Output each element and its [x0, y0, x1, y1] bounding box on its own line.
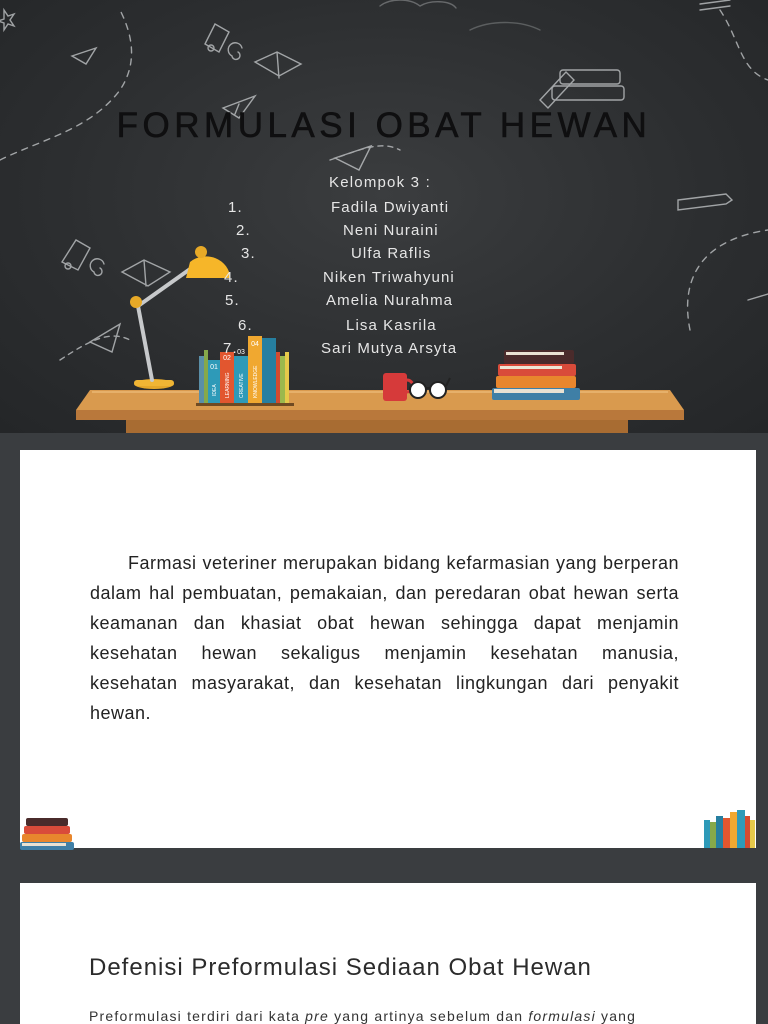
standing-books-illustration	[196, 336, 294, 406]
definition-term-pre: pre	[305, 1008, 329, 1024]
definition-slide	[20, 883, 756, 1024]
definition-text-part: yang	[595, 1008, 637, 1024]
group-label: Kelompok 3 :	[329, 174, 431, 191]
member-number: 7.	[223, 340, 238, 357]
member-number: 6.	[238, 317, 253, 334]
member-name: Niken Triwahyuni	[323, 269, 455, 286]
cover-slide	[0, 0, 768, 433]
member-number: 4.	[224, 269, 239, 286]
book-spine-01: 01	[210, 364, 218, 371]
stacked-books-illustration	[492, 350, 580, 400]
book-stack-icon	[20, 816, 76, 854]
member-name: Ulfa Raflis	[351, 245, 432, 262]
book-spine-knowledge: KNOWLEDGE	[253, 365, 259, 398]
chalk-doodles	[0, 0, 768, 433]
desk-illustration	[76, 390, 684, 433]
intro-paragraph: Farmasi veteriner merupakan bidang kefarmasian yang berperan dalam hal pembuatan, pemakaian, dan peredaran obat hewan serta keamanan dan khasiat obat hewan sehingga dapat menjamin kesehatan hewan sekaligus menjamin kesehatan manusia, kesehatan masyarakat, dan kesehatan lingkungan dari penyakit hewan.	[90, 553, 679, 723]
member-number: 5.	[225, 292, 240, 309]
book-spine-creative: CREATIVE	[239, 373, 245, 398]
mug-glasses-illustration	[383, 373, 450, 401]
book-spine-idea: IDEA	[212, 384, 218, 396]
standing-books-icon	[702, 808, 756, 848]
book-spine-04: 04	[251, 341, 259, 348]
member-number: 2.	[236, 222, 251, 239]
definition-text	[89, 1008, 689, 1024]
cover-title: FORMULASI OBAT HEWAN	[116, 106, 652, 145]
member-number: 1.	[228, 199, 243, 216]
section-heading: Defenisi Preformulasi Sediaan Obat Hewan	[89, 954, 592, 981]
definition-text-part: Preformulasi terdiri dari kata	[89, 1008, 306, 1024]
member-number: 3.	[241, 245, 256, 262]
member-name: Neni Nuraini	[343, 222, 439, 239]
member-name: Amelia Nurahma	[326, 292, 454, 309]
member-name: Sari Mutya Arsyta	[321, 340, 458, 357]
book-spine-learning: LEARNING	[225, 372, 231, 398]
book-spine-03: 03	[237, 349, 245, 356]
definition-term-formulasi: formulasi	[528, 1008, 596, 1024]
member-name: Fadila Dwiyanti	[331, 199, 450, 216]
content-slide	[20, 450, 756, 848]
definition-text-part: yang artinya sebelum dan	[329, 1008, 529, 1024]
member-name: Lisa Kasrila	[346, 317, 437, 334]
book-spine-02: 02	[223, 355, 231, 362]
